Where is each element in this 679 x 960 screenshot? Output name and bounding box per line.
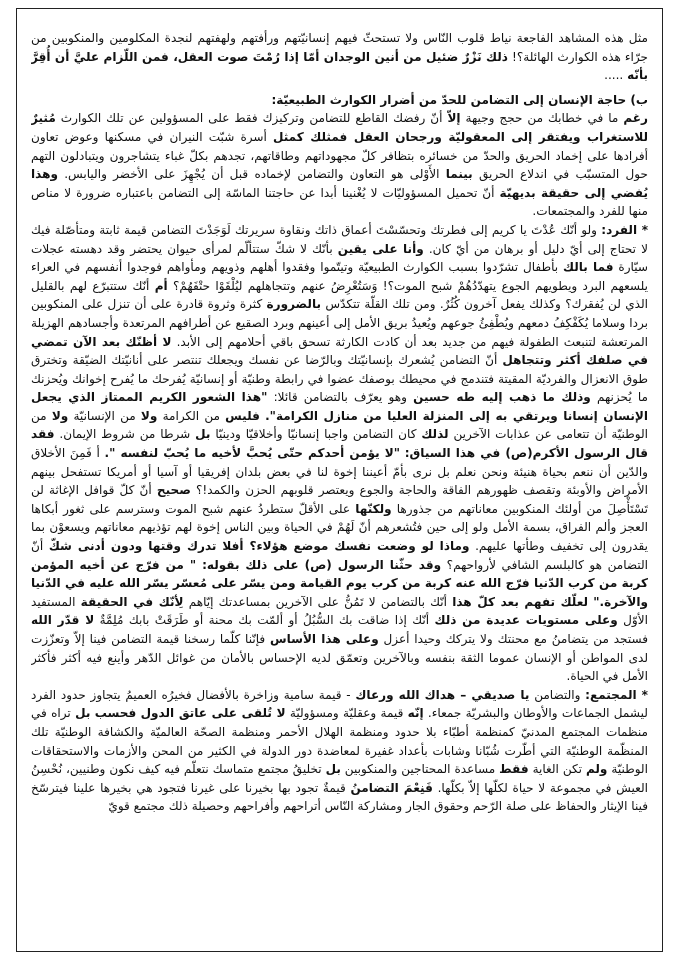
text: الأَوْلى هو التعاون والتضامن لإخماده قبل أن يُجْهِزَ على الأخضر واليابس. xyxy=(64,167,440,182)
text-bold: أم xyxy=(154,278,168,293)
quote-bold: "لا يؤمن أحدكم حتّى يُحبَّ لأخيه ما يُحبّ لنفسه ". xyxy=(104,446,401,461)
text: ما في خطابك من حجج وجيهة xyxy=(465,111,619,126)
text-bold: مُثيرٌ للاستغراب ويفتقر إلى المعقوليّة ورجحان العقل فمثلك كمثل xyxy=(31,111,648,144)
text-bold: صحيح xyxy=(156,483,191,498)
text: شرطا من شروط الإيمان. xyxy=(59,427,191,442)
individual-paragraph xyxy=(31,221,648,686)
text: أنّ التضامن هو كالبلسم الشافي لأرواحهم؟ xyxy=(31,539,648,572)
text-bold: لعلّك تفهم بعد كلّ هذا xyxy=(452,594,589,609)
text: والتضامن xyxy=(534,687,581,702)
text: أ فَمِنَ الأخلاق والدّين أن ننعم بحياة هنيئة ونحن نعلم بل نرى بأمّ أعيننا إخوة لنا في بعض بلدان إفريقيا أو آسيا أو أمريكا تستفحل بينهم الأمراض والأوبئة وتقصف ظهورهم الفاقة والحاجة والجوع ويعتصر قلوبهم الحزن والكمد!؟ xyxy=(31,446,648,498)
text: فإنّنا كلّما رسخنا قيمة التضامن فينا إلاّ وتعزّزت لدى المواطن أو الإنسان عموما الثقة بنفسه وبالآخرين وتعمّق لديه الإحساس بالأمان من غوائل الدّهر وأينع فيه أكثر فأكثر الأمل في الحياة. xyxy=(31,632,648,684)
text-bold: لا أظنّك بعد الآن تمضي في صلفك أكثر وتتجاهل xyxy=(31,334,648,368)
quote-bold: "هذا الشعور الكريم الممتاز الذي يجعل الإنسان إنسانا ويرتقي به إلى المنزلة العليا من منازل الكرامة". xyxy=(31,390,648,423)
text-bold: إلاّ xyxy=(447,111,461,126)
text-bold: لا قدّر الله xyxy=(31,613,95,628)
text: كثرة وثروة قادرة على أن تنزل على المنكوبين بردا وسلاما يُكَفْكِفُ دمعهم ويُطْفِئُ جوعهم ويُعيدُ بريق الأمل إلى أعينهم وبرد الصقيع عن أطرافهم المرتعدة وأجسادهم الهزيلة المرتعشة لتنبعث الطفولة فيهم من جديد بعد أن كادت الكارثة تسحق باقي أحلامهم إلى الأبد. xyxy=(31,297,648,349)
text-bold: يا صديقي – هداك الله ورعاك xyxy=(355,687,530,702)
intro-paragraph xyxy=(31,29,648,85)
intro-text: مثل هذه المشاهد الفاجعة نياط قلوب النّاس ولا تستحثّ فيهم إنسانيّتهم ورأفتهم ولهفتهم لنجدة المكلومين والمنكوبين من جرّاء هذه الكوارث الهائلة؟! xyxy=(31,31,648,64)
text-bold: فما بالك xyxy=(563,260,614,275)
text: أنّك إذا ضاقت بك السُّبُلُ أو ألمّت بك محنة أو طَرَقَتْ بابك مُلِمَّةٌ xyxy=(99,613,430,628)
individual-label: * الفرد: xyxy=(601,222,648,237)
text-bold: فَنِعْمَ التضامنُ xyxy=(350,780,433,795)
text: - قيمة سامية وزاخرة بالأفضال فخيرُه العميمُ يتجاوز حدود الفرد ليشمل الجماعات والأوطان والبشريّة جمعاء. xyxy=(31,687,648,721)
text-bold: وذلك ما ذهب إليه طه حسين xyxy=(413,390,591,405)
text-bold: بل xyxy=(325,762,341,777)
text: تراه في منظمات المجتمع المدنيّ كمنظمة أطبّاء بلا حدود ومنظمة الهلال الأحمر ومنظمة الصحّة العالميّة والكشافة الوطنيّة تلك المنظّمة الوطنيّة التي أطّرت شُبّانا وشابات بأعداد غفيرة لمعاضدة دور الدولة في الكثير من المحن والأزمات والاستحقاقات الوطنيّة xyxy=(31,706,648,777)
text: من الكرامة xyxy=(162,408,220,423)
article-body xyxy=(31,29,648,947)
text-bold: ولا xyxy=(51,408,69,423)
text-bold: بالضرورة xyxy=(266,297,322,312)
text-bold: فحسب xyxy=(94,706,137,721)
text-bold: فليس xyxy=(225,408,260,423)
text-bold: فقد قال الرسول الأكرم(ص) في هذا السياق: xyxy=(31,427,648,461)
text-bold: وماذا لو وضعت نفسك موضع هؤلاء؟ أفلا تدرك وقتها ودون أدنى شكّ xyxy=(48,539,470,554)
intro-ellipsis: ..... xyxy=(604,68,624,83)
intro-bold-text: ذلك نَزْرٌ ضئيل من أنين الوجدان أمّا إذا رُمْتَ صوت العقل، فمن اللّزام عليَّ أن أُقِرَّ بأنّه xyxy=(31,49,648,83)
text: تخليقُ مجتمع متماسك نتعلّم فيه كيف نكون وطنيين، نُحْسِنُ العيش في مجموعة لا حياة لكلّها إلاّ بكلّها. xyxy=(31,762,648,795)
text: المستفيد الأوّل xyxy=(31,594,648,628)
text-bold: لذلك xyxy=(421,427,449,442)
text: بأنّك لا شكّ ستتألّم لمرأى حيوان يحتضر وقد دهسته عجلات سيّارة xyxy=(31,241,648,275)
section-b-paragraph xyxy=(31,109,648,221)
text: أسرة شبّت النيران في مسكنها وعوض تعاون أفرادها على إخماد الحريق والحدّ من خسائره بتظافر كلّ مجهوداتهم وطاقاتهم، تجدهم بكلّ غباء يتشاجرون ويتبادلون التهم حول المتسبّب في اندلاع الحريق xyxy=(31,129,648,182)
society-label: * المجتمع: xyxy=(585,687,648,702)
text: أنّ تحميل المسؤوليّات لا يُغْنينا أبدا عن حاجتنا الماسّة إلى التضامن باعتباره ضرورة لا مناص منها للفرد والمجتمعات. xyxy=(31,185,648,219)
text-bold: وهذا يُفضي إلى حقيقة بديهيّة xyxy=(31,167,648,200)
text: من الوطنيّة أن تتعامى عن عذابات الآخرين xyxy=(31,408,648,442)
text: وهو يعرّف بالتضامن قائلا: xyxy=(273,390,407,405)
text: ولو أنّك عُدْتَ يا كريم إلى فطرتك وتحسّسْتَ أعماق ذاتك ونقاوة سريرتك لَوَجَدْتَ التضامن قيمة ثابتة ومتأصّلة فيك لا تحتاج إلى أيّ دليل أو برهان من أيّ كان. xyxy=(31,222,648,256)
text: أنّك بالتضامن لا تَمُنُّ على الآخرين بمساعدتك إيّاهم xyxy=(188,594,447,609)
text-bold: وعلى مستويات عديدة من ذلك xyxy=(434,613,618,628)
text-bold: وأنا على يقين xyxy=(337,241,424,256)
text: أنّ التضامن يُشعرك بإنسانيّتك وبالرّضا عن نفسك ويجعلك تنتصر على أنانيّتك الضيّقة وتخترق طوق الانعزال والفرديّة المقيتة فتندمج في محيطك بوصفك عضوا في رابطة وطنيّة أو إنسانيّة يُفرحك ما يُفرح إخوانك ويُحزنك ما يُحزنهم xyxy=(31,353,648,405)
text: على الأقلّ ستطردُ عنهم شبح الموت وسترسم على ثغور أبكاها العجز وألم الفراق، بسمة الأمل ولو إلى حين فتُشعرهم أنّ لَهُمْ في الحياة وبين الناس إخوة لهم تؤذيهم معاناتهم ويسعوْن بما يقدرون إلى تخفيف وطأتها عليهم. xyxy=(31,501,648,554)
text-bold: لِأنّك في الحقيقة xyxy=(80,594,184,609)
text-bold: بل xyxy=(75,706,91,721)
section-b-heading: ب) حاجة الإنسان إلى التضامن للحدّ من أضرار الكوارث الطبيعيّة: xyxy=(271,92,648,107)
text-bold: إنّه xyxy=(407,706,424,721)
text: تكن الغاية xyxy=(532,762,582,777)
text: بأطفال تشرّدوا بسبب الكوارث الطبيعيّة وتيتّموا وفقدوا أهلهم وذويهم ومأواهم فوجدوا أنفسهم في العراء يلسعهم البرد ويطويهم الجوع يتهدّدُهُمْ شبح الموت؟! وَسَتُعْرِضُ عنهم وتتجاهلهم ليُلْقَوْا حتْفَهُمْ؟ xyxy=(31,260,648,293)
text-bold: لا تُلقى على عاتق الدول xyxy=(140,706,286,721)
quote-bold: وقد حثّنا الرسول (ص) على ذلك بقوله: " من فرّج عن أخيه المؤمن كربة من كرب الدّنيا فرّج الله عنه كربة من كرب يوم القيامة ومن يسّر على مُعسّر يسّر الله عليه في الدّنيا والآخرة." xyxy=(31,557,648,609)
text: أنّك ستتبرّع لهم بالقليل الذي لن يُفقرك؟ وكذلك يفعل آخرون كُثُرٌ. ومن تلك القلّة تتكدّس xyxy=(31,278,648,312)
text: قيمةٌ تجود بها بخيرنا على غيرنا فتجود هي بخيرها علينا فيترسّخ فينا الإيثار والحفاظ على صلة الرّحم وحقوق الجار ومشاركة النّاس أتراحهم وأفراحهم وحصيلة ذلك مجتمع قويّ xyxy=(31,780,648,814)
text-bold: ولم xyxy=(585,762,608,777)
text: فستجد من يتضامنُ مع محنتك ولا يتركك وحيدا أعزل xyxy=(383,632,648,646)
text-bold: فقط xyxy=(499,762,529,777)
text-bold: بينما xyxy=(445,167,473,182)
text: كان التضامن واجبا إنسانيّا وأخلاقيّا ودينيّا xyxy=(215,427,417,442)
document-page xyxy=(16,8,663,952)
text-bold: بل xyxy=(195,427,211,442)
text-bold: رغم xyxy=(623,111,648,126)
text-bold: ولكنّها xyxy=(355,501,392,516)
text: أنّ كلّ قوافل الإغاثة لن تَسْتَأْصِلَ من أولئك المنكوبين معاناتهم من جذورها xyxy=(31,483,648,516)
text-bold: ولا xyxy=(140,408,158,423)
text: من الإنسانيّة xyxy=(73,408,136,423)
text: أنّ رفضك القاطع للتضامن وتركيزك فقط على المسؤولين عن تلك الكوارث xyxy=(60,111,443,126)
text: مساعدة المحتاجين والمنكوبين xyxy=(344,762,496,777)
text-bold: وعلى هذا الأساس xyxy=(269,632,379,646)
text: قيمة وعقليّة ومسؤوليّة xyxy=(289,706,404,721)
society-paragraph xyxy=(31,686,648,816)
